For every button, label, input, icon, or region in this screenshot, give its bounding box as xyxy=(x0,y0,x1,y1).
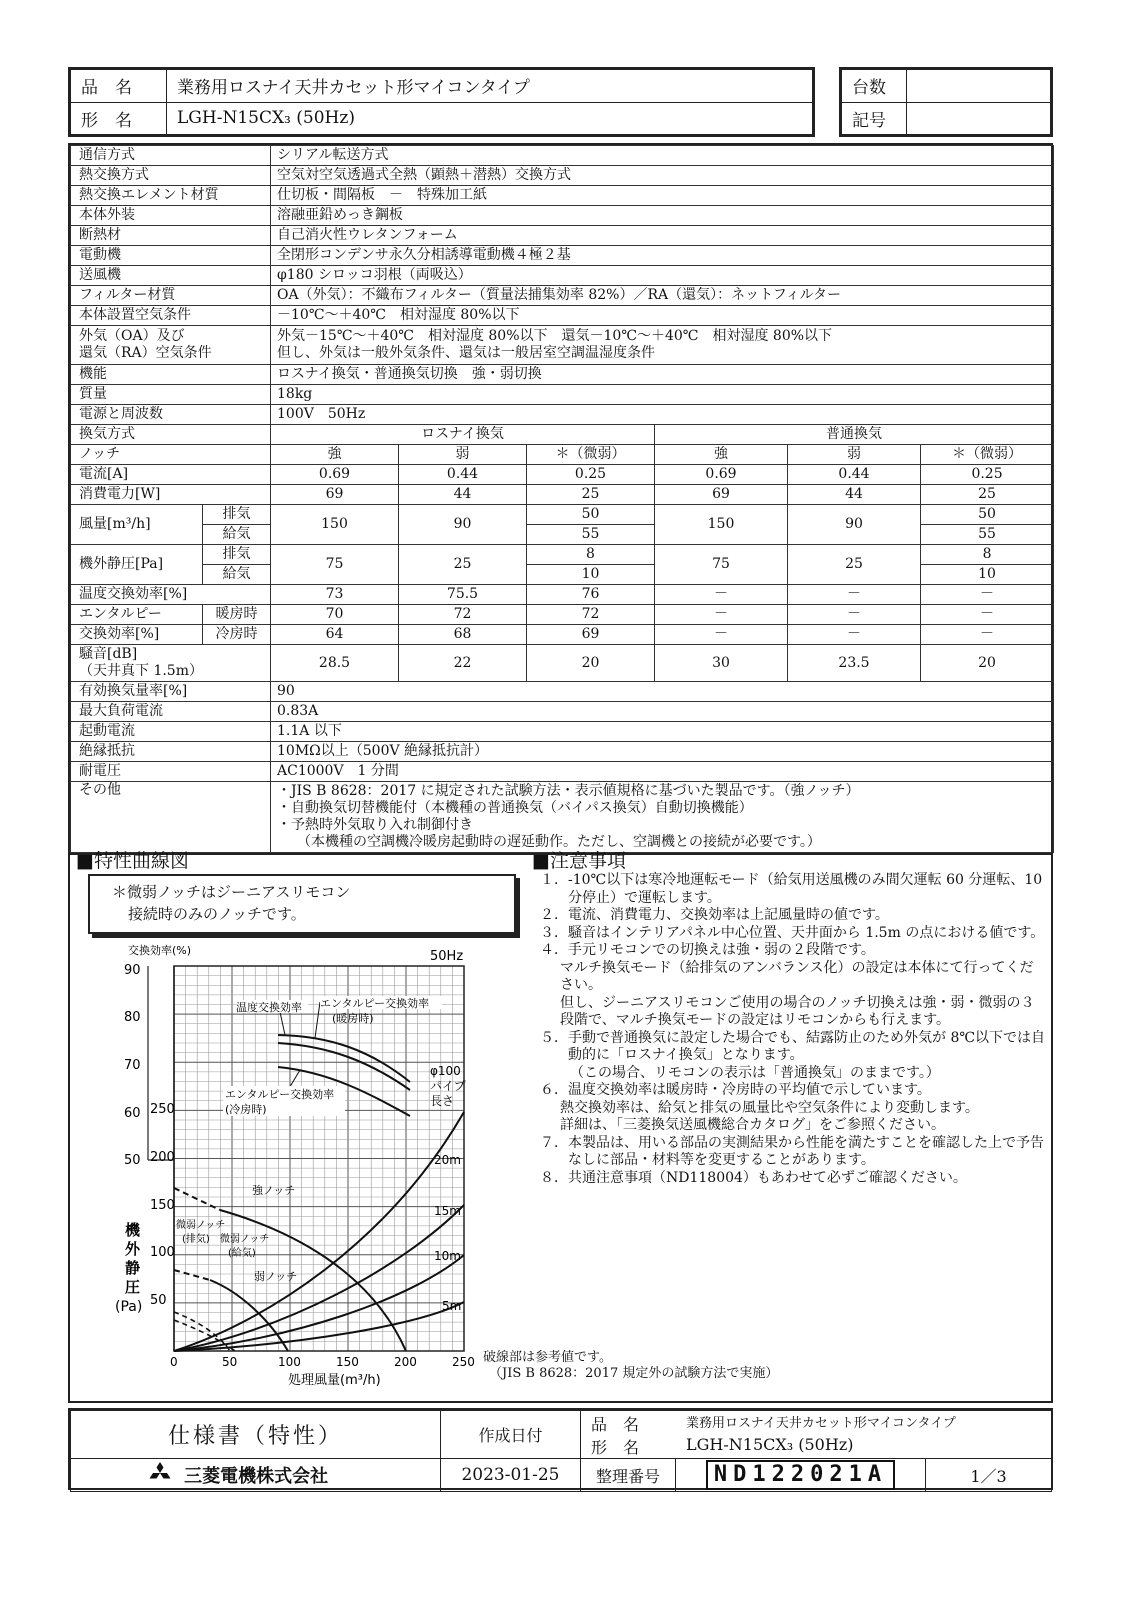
x-tick: 0 xyxy=(170,1355,178,1369)
temp-eff-cell: － xyxy=(788,585,921,605)
airflow-weak-supply: 55 xyxy=(921,525,1054,545)
enthalpy-heating-cell: 70 xyxy=(271,605,399,625)
exhaust-label: 排気 xyxy=(203,505,271,525)
spec-label: 通信方式 xyxy=(71,146,271,166)
enthalpy-cooling-cell: 69 xyxy=(527,625,655,645)
footer-product-name: 業務用ロスナイ天井カセット形マイコンタイプ xyxy=(686,1415,956,1431)
static-tick: 100 xyxy=(150,1245,175,1260)
static-tick: 200 xyxy=(150,1150,175,1165)
footer xyxy=(68,1408,1053,1490)
product-name: 業務用ロスナイ天井カセット形マイコンタイプ xyxy=(167,70,813,103)
spec-value: AC1000V 1 分間 xyxy=(271,762,1054,782)
note-item: 但し、ジーニアスリモコンご使用の場合のノッチ切換えは強・弱・微弱の３段階で、マルチ換気モードの設定はリモコンからも行えます。 xyxy=(560,994,1035,1028)
spec-label: 送風機 xyxy=(71,266,271,286)
static-axis-label: 静 xyxy=(125,1259,141,1277)
product-label: 品 名 xyxy=(71,70,167,103)
footer-model-name: LGH-N15CX₃ (50Hz) xyxy=(686,1434,854,1454)
weak-ex-label: 微弱ノッチ xyxy=(176,1220,226,1231)
spec-label: 本体設置空気条件 xyxy=(71,306,271,326)
static-weak-supply: 10 xyxy=(921,565,1054,585)
other-value xyxy=(271,782,1054,853)
spec-value: 90 xyxy=(271,682,1054,702)
spec-value: 空気対空気透過式全熱（顕熱＋潜熱）交換方式 xyxy=(271,166,1054,186)
enthalpy-cooling-cell: － xyxy=(921,625,1054,645)
temp-eff-cell: 73 xyxy=(271,585,399,605)
note-item: ３．騒音はインテリアパネル中心位置、天井面から 1.5m の点における値です。 xyxy=(540,924,1045,941)
company-cell xyxy=(71,1459,441,1492)
spec-value: 10MΩ以上（500V 絶縁抵抗計） xyxy=(271,742,1054,762)
curve-title: ■特性曲線図 xyxy=(76,850,189,872)
spec-label: 本体外装 xyxy=(71,206,271,226)
x-tick: 150 xyxy=(336,1355,359,1369)
heating-label: 暖房時 xyxy=(203,605,271,625)
airflow-cell: 150 xyxy=(655,505,788,545)
pipe-length-label: 20m xyxy=(434,1153,461,1167)
notch-cell: ＊（微弱） xyxy=(921,445,1054,465)
spec-label: 断熱材 xyxy=(71,226,271,246)
ref-label: 整理番号 xyxy=(581,1459,676,1492)
spec-value: 仕切板・間隔板 － 特殊加工紙 xyxy=(271,186,1054,206)
enthalpy-cooling-cell: 64 xyxy=(271,625,399,645)
pipe-length-label: 10m xyxy=(434,1249,461,1263)
eff-tick: 90 xyxy=(124,963,141,978)
temp-eff-cell: 76 xyxy=(527,585,655,605)
current-cell: 0.69 xyxy=(271,465,399,485)
note-item: ５．手動で普通換気に設定した場合でも、結露防止のため外気が 8℃以下では自動的に「ロスナイ換気」となります。 xyxy=(540,1029,1046,1063)
power-cell: 25 xyxy=(921,485,1054,505)
weak-notch-label: 弱ノッチ xyxy=(254,1270,298,1283)
notes-list xyxy=(540,872,1046,1187)
note-item: ６．温度交換効率は暖房時・冷房時の平均値で示しています。 xyxy=(540,1082,931,1098)
spec-label: 絶縁抵抗 xyxy=(71,742,271,762)
pipe-5m-curve xyxy=(174,1302,464,1351)
noise-cell: 30 xyxy=(655,645,788,682)
note-item: ８．共通注意事項（ND118004）もあわせて必ずご確認ください。 xyxy=(540,1169,967,1186)
spec-label: 熱交換エレメント材質 xyxy=(71,186,271,206)
exhaust-label: 排気 xyxy=(203,545,271,565)
enthalpy-cool-label: (冷房時) xyxy=(225,1103,267,1116)
pipe-label: φ100 xyxy=(430,1064,461,1078)
static-axis-label: (Pa) xyxy=(115,1299,143,1315)
note-item: ２．電流、消費電力、交換効率は上記風量時の値です。 xyxy=(540,907,889,923)
enthalpy-heat-label: (暖房時) xyxy=(332,1012,374,1025)
pipe-label: パイプ xyxy=(430,1079,466,1093)
static-axis-label: 機 xyxy=(125,1221,141,1239)
note-item: 熱交換効率は、給気と排気の風量比や空気条件により変動します。 xyxy=(560,1099,979,1116)
curve-note-box xyxy=(88,874,516,934)
weak-sup-curve xyxy=(174,1320,235,1351)
enthalpy-heating-cell: 72 xyxy=(527,605,655,625)
spec-label: 機能 xyxy=(71,365,271,385)
notch-cell: 強 xyxy=(271,445,399,465)
spec-value: 0.83A xyxy=(271,702,1054,722)
other-line: ・JIS B 8628：2017 に規定された試験方法・表示値規格に基づいた製品です。（強ノッチ） xyxy=(277,783,860,799)
pipe-length-label: 15m xyxy=(434,1204,461,1218)
notch-cell: 強 xyxy=(655,445,788,465)
eff-tick: 50 xyxy=(124,1153,141,1168)
mode-label: 換気方式 xyxy=(71,425,271,445)
x-tick: 100 xyxy=(278,1355,301,1369)
spec-table xyxy=(68,143,1053,855)
x-tick: 200 xyxy=(394,1355,417,1369)
header-count-box xyxy=(839,67,1053,137)
noise-cell: 23.5 xyxy=(788,645,921,682)
enthalpy-heat-label: エンタルピー交換効率 xyxy=(320,997,430,1010)
temp-eff-label: 温度交換効率 xyxy=(236,1001,302,1014)
oa-ra-value xyxy=(271,326,1054,365)
note-item: ７．本製品は、用いる部品の実測結果から性能を満たすことを確認した上で予告なしに部品・材料等を変更することがあります。 xyxy=(540,1134,1044,1168)
static-axis-label: 圧 xyxy=(125,1278,141,1296)
eff-tick: 60 xyxy=(124,1106,141,1121)
enthalpy-heating-cell: － xyxy=(655,605,788,625)
enthalpy-label: 交換効率[%] xyxy=(71,625,203,645)
ref-number: ND122021A xyxy=(706,1460,895,1490)
current-cell: 0.69 xyxy=(655,465,788,485)
power-cell: 69 xyxy=(655,485,788,505)
mitsubishi-logo-icon xyxy=(147,1462,173,1488)
static-weak-supply: 10 xyxy=(527,565,655,585)
airflow-label: 風量[m³/h] xyxy=(71,505,203,545)
weak-sup-label: (給気) xyxy=(228,1248,256,1259)
note-item: 詳細は、「三菱換気送風機総合カタログ」をご参照ください。 xyxy=(560,1117,945,1133)
spec-value: －10℃～＋40℃ 相対湿度 80%以下 xyxy=(271,306,1054,326)
footer-product-label: 品 名 xyxy=(591,1414,640,1434)
static-tick: 250 xyxy=(150,1102,175,1117)
oa-ra-label-line: 外気（OA）及び xyxy=(79,328,185,344)
spec-label: フィルター材質 xyxy=(71,286,271,306)
spec-value: 全閉形コンデンサ永久分相誘導電動機４極２基 xyxy=(271,246,1054,266)
curve-note-line: 接続時のみのノッチです。 xyxy=(128,905,306,923)
notch-label: ノッチ xyxy=(71,445,271,465)
count-label: 台数 xyxy=(842,70,907,103)
spec-label: 質量 xyxy=(71,385,271,405)
pipe-length-label: 5m xyxy=(442,1299,462,1313)
weak-sup-label: 微弱ノッチ xyxy=(220,1234,270,1245)
static-axis-label: 外 xyxy=(125,1240,141,1258)
lossnay-header: ロスナイ換気 xyxy=(271,425,655,445)
spec-value: 1.1A 以下 xyxy=(271,722,1054,742)
power-cell: 44 xyxy=(788,485,921,505)
static-tick: 150 xyxy=(150,1198,175,1213)
other-label: その他 xyxy=(71,782,271,853)
x-tick: 250 xyxy=(452,1355,475,1369)
enthalpy-heating-cell: － xyxy=(788,605,921,625)
page-number: 1／3 xyxy=(926,1459,1052,1492)
oa-ra-value-line: 但し、外気は一般外気条件、還気は一般居室空調温湿度条件 xyxy=(277,345,655,361)
airflow-weak-supply: 55 xyxy=(527,525,655,545)
spec-value: 溶融亜鉛めっき鋼板 xyxy=(271,206,1054,226)
noise-label xyxy=(71,645,271,682)
spec-value: 100V 50Hz xyxy=(271,405,1054,425)
current-cell: 0.25 xyxy=(921,465,1054,485)
spec-label: 起動電流 xyxy=(71,722,271,742)
doc-title: 仕様書（特性） xyxy=(71,1411,441,1459)
other-line: ・予熱時外気取り入れ制御付き xyxy=(277,817,473,833)
static-cell: 75 xyxy=(271,545,399,585)
created-date: 2023-01-25 xyxy=(441,1459,581,1492)
spec-label: 有効換気量率[%] xyxy=(71,682,271,702)
model-label: 形 名 xyxy=(71,102,167,135)
footer-model-label: 形 名 xyxy=(591,1437,640,1457)
count-value xyxy=(907,70,1051,103)
static-weak-exhaust: 8 xyxy=(921,545,1054,565)
noise-label-line: 騒音[dB] xyxy=(79,646,138,662)
oa-ra-value-line: 外気－15℃～＋40℃ 相対湿度 80%以下 還気－10℃～＋40℃ 相対湿度 80%以下 xyxy=(277,328,833,344)
static-cell: 25 xyxy=(788,545,921,585)
mark-value xyxy=(907,102,1051,135)
supply-label: 給気 xyxy=(203,525,271,545)
spec-label: 最大負荷電流 xyxy=(71,702,271,722)
power-label: 消費電力[W] xyxy=(71,485,271,505)
eff-tick: 80 xyxy=(124,1010,141,1025)
static-cell: 75 xyxy=(655,545,788,585)
freq-label: 50Hz xyxy=(430,949,464,964)
enthalpy-cool-label: エンタルピー交換効率 xyxy=(225,1088,335,1101)
oa-ra-label xyxy=(71,326,271,365)
pipe-20m-curve xyxy=(174,1112,464,1351)
current-cell: 0.44 xyxy=(788,465,921,485)
spec-label: 電動機 xyxy=(71,246,271,266)
created-label: 作成日付 xyxy=(441,1411,581,1459)
spec-value: シリアル転送方式 xyxy=(271,146,1054,166)
supply-label: 給気 xyxy=(203,565,271,585)
note-item: （この場合、リモコンの表示は「普通換気」のままです。） xyxy=(570,1064,940,1081)
normal-header: 普通換気 xyxy=(655,425,1054,445)
enthalpy-label: エンタルピー xyxy=(71,605,203,625)
ref-number-cell xyxy=(676,1459,926,1492)
cooling-label: 冷房時 xyxy=(203,625,271,645)
enthalpy-cooling-cell: 68 xyxy=(399,625,527,645)
model-name: LGH-N15CX₃ (50Hz) xyxy=(167,102,813,135)
mark-label: 記号 xyxy=(842,102,907,135)
notes-title: ■注意事項 xyxy=(532,850,626,872)
static-label: 機外静圧[Pa] xyxy=(71,545,203,585)
enthalpy-heating-cell: 72 xyxy=(399,605,527,625)
temp-eff-cell: － xyxy=(655,585,788,605)
x-axis-label: 処理風量(m³/h) xyxy=(288,1373,381,1388)
ref-note-line: （JIS B 8628：2017 規定外の試験方法で実施） xyxy=(489,1366,779,1381)
other-line: （本機種の空調機冷暖房起動時の遅延動作。ただし、空調機との接続が必要です。） xyxy=(297,834,821,850)
characteristic-chart xyxy=(70,940,530,1390)
temp-eff-curve xyxy=(278,1035,410,1082)
power-cell: 44 xyxy=(399,485,527,505)
airflow-cell: 150 xyxy=(271,505,399,545)
spec-value: 自己消火性ウレタンフォーム xyxy=(271,226,1054,246)
airflow-weak-exhaust: 50 xyxy=(527,505,655,525)
notch-cell: 弱 xyxy=(399,445,527,465)
enthalpy-cooling-cell: － xyxy=(788,625,921,645)
spec-value: φ180 シロッコ羽根（両吸込） xyxy=(271,266,1054,286)
static-tick: 50 xyxy=(150,1293,167,1308)
power-cell: 69 xyxy=(271,485,399,505)
note-item: １．-10℃以下は寒冷地運転モード（給気用送風機のみ間欠運転 60 分運転、10 分停止）で運転します。 xyxy=(540,872,1043,906)
other-line: ・自動換気切替機能付（本機種の普通換気（バイパス換気）自動切換機能） xyxy=(277,800,753,816)
curve-note-line: ＊微弱ノッチはジーニアスリモコン xyxy=(112,883,351,901)
enthalpy-heating-cell: － xyxy=(921,605,1054,625)
enthalpy-cooling-cell: － xyxy=(655,625,788,645)
weak-ex-label: (排気) xyxy=(182,1234,210,1245)
oa-ra-label-line: 還気（RA）空気条件 xyxy=(79,345,212,361)
spec-label: 熱交換方式 xyxy=(71,166,271,186)
airflow-cell: 90 xyxy=(399,505,527,545)
power-cell: 25 xyxy=(527,485,655,505)
note-item: マルチ換気モード（給排気のアンバランス化）の設定は本体にて行ってください。 xyxy=(560,959,1034,993)
notch-cell: ＊（微弱） xyxy=(527,445,655,465)
eff-axis-label: 交換効率(%) xyxy=(128,944,192,957)
temp-eff-cell: 75.5 xyxy=(399,585,527,605)
noise-cell: 22 xyxy=(399,645,527,682)
ref-note xyxy=(483,1350,778,1382)
noise-cell: 20 xyxy=(921,645,1054,682)
current-label: 電流[A] xyxy=(71,465,271,485)
spec-value: 18kg xyxy=(271,385,1054,405)
static-cell: 25 xyxy=(399,545,527,585)
header-product-box xyxy=(68,67,815,137)
ref-note-line: 破線部は参考値です。 xyxy=(483,1350,612,1365)
spec-label: 電源と周波数 xyxy=(71,405,271,425)
spec-label: 耐電圧 xyxy=(71,762,271,782)
temp-eff-cell: － xyxy=(921,585,1054,605)
footer-product-cell xyxy=(581,1411,1052,1459)
airflow-cell: 90 xyxy=(788,505,921,545)
pipe-label: 長さ xyxy=(430,1094,455,1108)
noise-cell: 28.5 xyxy=(271,645,399,682)
temp-eff-label: 温度交換効率[%] xyxy=(71,585,271,605)
current-cell: 0.44 xyxy=(399,465,527,485)
current-cell: 0.25 xyxy=(527,465,655,485)
weak-notch-dashed xyxy=(174,1270,210,1280)
x-tick: 50 xyxy=(222,1355,238,1369)
note-item: ４．手元リモコンでの切換えは強・弱の２段階です。 xyxy=(540,942,875,958)
airflow-weak-exhaust: 50 xyxy=(921,505,1054,525)
noise-label-line: （天井真下 1.5m） xyxy=(79,663,203,679)
static-weak-exhaust: 8 xyxy=(527,545,655,565)
eff-tick: 70 xyxy=(124,1058,141,1073)
spec-value: ロスナイ換気・普通換気切換 強・弱切換 xyxy=(271,365,1054,385)
strong-notch-label: 強ノッチ xyxy=(252,1184,296,1197)
spec-value: OA（外気）：不織布フィルター（質量法捕集効率 82%）／RA（還気）：ネットフィルター xyxy=(271,286,1054,306)
notch-cell: 弱 xyxy=(788,445,921,465)
chart-grid xyxy=(174,966,464,1351)
company-name: 三菱電機株式会社 xyxy=(184,1466,329,1487)
noise-cell: 20 xyxy=(527,645,655,682)
